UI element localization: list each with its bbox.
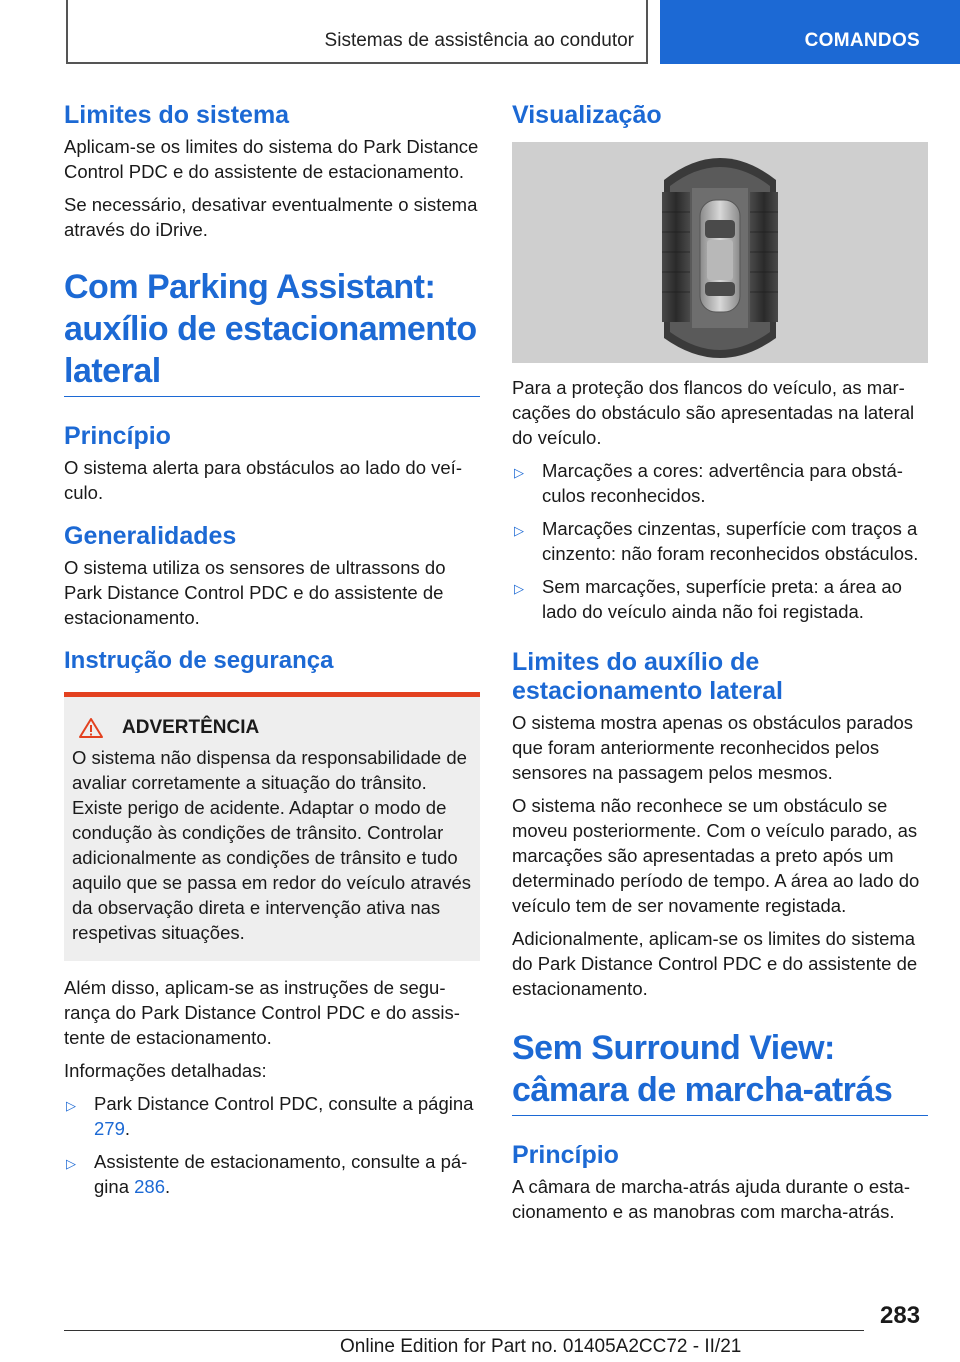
- edition-footer: Online Edition for Part no. 01405A2CC72 - II/21: [340, 1336, 742, 1357]
- footer-rule: [64, 1330, 864, 1331]
- reference-item-text: Park Distance Control PDC, consulte a página: [94, 1093, 474, 1114]
- warning-header: [72, 717, 472, 739]
- car-parking-view-image: [512, 142, 928, 363]
- side-assist-limits-heading: Limites do auxílio de estacionamento lateral: [512, 648, 783, 705]
- warning-box: [64, 692, 480, 961]
- general-heading: Generalidades: [64, 522, 237, 550]
- system-limits-paragraph-1: Aplicam-se os limites do sistema do Park Distance Control PDC e do assistente de estacionamento.: [64, 136, 479, 182]
- page-number: 283: [880, 1302, 921, 1329]
- principle-heading: Princípio: [64, 422, 171, 450]
- heading-rule: [64, 396, 480, 397]
- system-limits-paragraph-2: Se necessário, desativar eventualmente o sistema através do iDrive.: [64, 194, 478, 240]
- left-column: [64, 100, 480, 1207]
- camera-principle-heading: Princípio: [512, 1141, 619, 1169]
- section-title: Sistemas de assistência ao condutor: [324, 30, 634, 51]
- page-link-286[interactable]: 286: [134, 1176, 165, 1197]
- safety-heading: Instrução de segurança: [64, 647, 334, 674]
- side-assist-limits-paragraph-1: O sistema mostra apenas os obstáculos parados que foram anteriormente reconhecidos pelos sensores na passagem pelos mesmos.: [512, 712, 914, 783]
- reference-item-parking-assistant: ▷ Assistente de estacionamento, consulte a página 286.: [66, 1151, 468, 1197]
- marking-item-colored: ▷ Marcações a cores: advertência para obstáculos reconhecidos.: [514, 460, 903, 506]
- visualization-heading: Visualização: [512, 101, 662, 129]
- marking-item-grey: ▷ Marcações cinzentas, superfície com traços a cinzento: não foram reconhecidos obstáculos.: [514, 518, 919, 564]
- camera-principle-paragraph: A câmara de marcha-atrás ajuda durante o estacionamento e as manobras com marcha-atrás.: [512, 1176, 910, 1222]
- heading-rule: [512, 1115, 928, 1116]
- page-link-279[interactable]: 279: [94, 1118, 125, 1139]
- reference-item-text: Assistente de estacionamento, consulte a página: [94, 1151, 468, 1197]
- parking-assistant-heading: Com Parking Assistant: auxílio de estacionamento lateral: [64, 268, 477, 390]
- general-paragraph: O sistema utiliza os sensores de ultrassons do Park Distance Control PDC e do assistente de estacionamento.: [64, 557, 446, 628]
- reference-item-pdc: ▷ Park Distance Control PDC, consulte a página 279.: [66, 1093, 474, 1139]
- details-paragraph: Informações detalhadas:: [64, 1060, 267, 1081]
- visualization-paragraph: Para a proteção dos flancos do veículo, as marcações do obstáculo são apresentadas na lateral do veículo.: [512, 377, 915, 448]
- side-assist-limits-paragraph-2: O sistema não reconhece se um obstáculo se moveu posteriormente. Com o veículo parado, as marcações são apresentadas a preto após um determinado período de tempo. A área ao lado do veículo tem de ser novamente registada.: [512, 795, 920, 916]
- side-view-illustration: [512, 142, 928, 363]
- reference-list: [64, 1091, 480, 1199]
- side-assist-limits-paragraph-3: Adicionalmente, aplicam-se os limites do sistema do Park Distance Control PDC e do assistente de estacionamento.: [512, 928, 918, 999]
- bullet-triangle-icon: ▷: [514, 523, 524, 538]
- system-limits-heading: Limites do sistema: [64, 101, 290, 129]
- chapter-tab: [660, 0, 960, 64]
- bullet-triangle-icon: ▷: [514, 465, 524, 480]
- bullet-triangle-icon: ▷: [514, 581, 524, 596]
- rear-camera-heading: Sem Surround View: câmara de marcha-atrás: [512, 1029, 893, 1109]
- running-header-box: [66, 0, 648, 64]
- right-column: [512, 100, 928, 1232]
- chapter-label: COMANDOS: [804, 30, 920, 51]
- marking-list: [512, 458, 928, 624]
- bullet-triangle-icon: ▷: [66, 1156, 76, 1171]
- additional-safety-paragraph: Além disso, aplicam-se as instruções de segurança do Park Distance Control PDC e do assistente de estacionamento.: [64, 977, 460, 1048]
- bullet-triangle-icon: ▷: [66, 1098, 76, 1113]
- warning-text: O sistema não dispensa da responsabilidade de avaliar corretamente a situação do trânsito. Existe perigo de acidente. Adaptar o modo de condução às condições de trânsito. Controlar adicionalmente as condições de trânsito e tudo aquilo que se passa em redor do veículo através da observação direta e intervenção ativa nas respetivas situações.: [72, 747, 472, 943]
- principle-paragraph: O sistema alerta para obstáculos ao lado do veículo.: [64, 457, 462, 503]
- marking-item-none: ▷ Sem marcações, superfície preta: a área ao lado do veículo ainda não foi registada.: [514, 576, 902, 622]
- warning-label: ADVERTÊNCIA: [122, 717, 260, 738]
- warning-triangle-icon: [78, 717, 104, 739]
